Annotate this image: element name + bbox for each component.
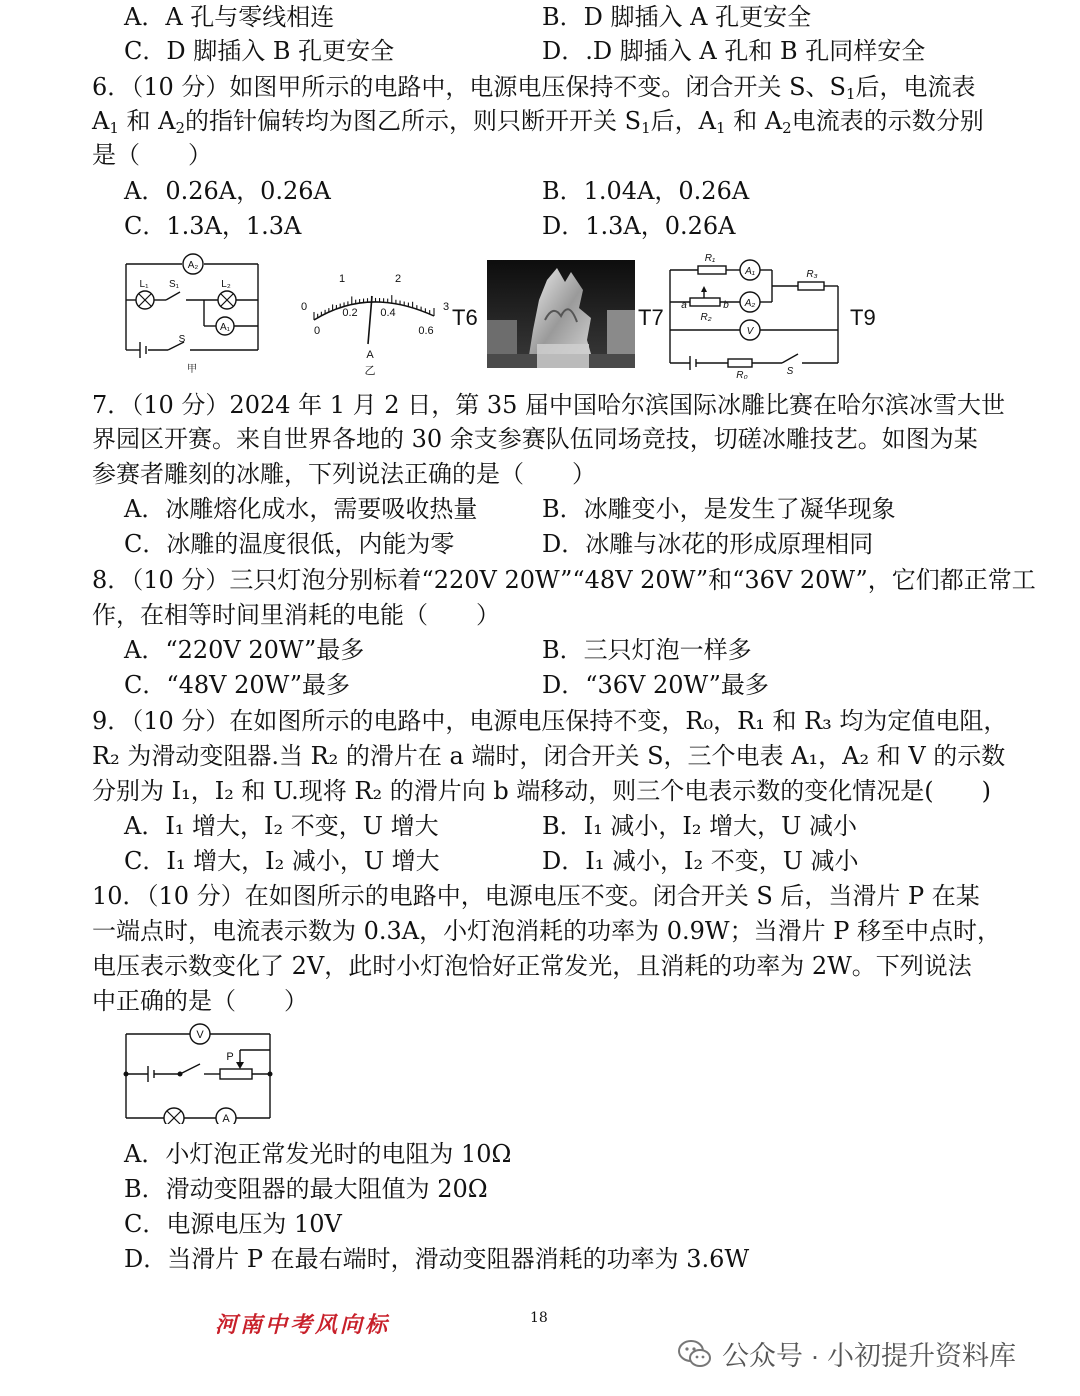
- q10-stem-line3: 电压表示数变化了 2V，此时小灯泡恰好正常发光，且消耗的功率为 2W。下列说法: [92, 952, 972, 980]
- q8-option-c: C．“48V 20W”最多: [124, 671, 351, 699]
- dial-unit-label: A: [366, 349, 374, 361]
- switch-s-t9-label: S: [786, 366, 794, 377]
- q6-stem-line2: $A_1$ 和 $A_2$的指针偏转均为图乙所示，则只断开开关 $S_1$后，$A_1$ 和 $A_2$电流表的示数分别: [92, 107, 984, 137]
- q6-stem-line1: 6．（10 分）如图甲所示的电路中，电源电压保持不变。闭合开关 S、$S_1$后，电流表: [92, 73, 976, 103]
- figure-yi-caption: 乙: [364, 365, 376, 377]
- slider-p-label: P: [226, 1051, 234, 1063]
- figure-jia-caption: 甲: [187, 364, 197, 375]
- q7-stem-line2: 界园区开赛。来自世界各地的 30 余支参赛队伍同场竞技，切磋冰雕技艺。如图为某: [92, 425, 978, 453]
- ammeter-a2-label: A₂: [187, 260, 199, 271]
- dial-label-0.4: 0.4: [380, 307, 396, 319]
- q9-stem-line3: 分别为 I₁，I₂ 和 U.现将 R₂ 的滑片向 b 端移动，则三个电表示数的变化情况是( ): [92, 777, 992, 805]
- q7-option-c: C．冰雕的温度很低，内能为零: [124, 530, 455, 558]
- q10-option-b: B．滑动变阻器的最大阻值为 20Ω: [124, 1175, 488, 1203]
- q5-option-d: D．.D 脚插入 A 孔和 B 孔同样安全: [542, 37, 926, 65]
- page-number: 18: [530, 1310, 548, 1326]
- figure-label-t6: T6: [452, 305, 478, 330]
- resistor-r1-label: R₁: [704, 253, 716, 264]
- q7-option-b: B．冰雕变小，是发生了凝华现象: [542, 495, 896, 523]
- q9-stem-line1: 9．（10 分）在如图所示的电路中，电源电压保持不变，R₀，R₁ 和 R₃ 均为定值电阻，: [92, 707, 1008, 735]
- q10-option-c: C．电源电压为 10V: [124, 1210, 342, 1238]
- q5-option-b: B．D 脚插入 A 孔更安全: [542, 3, 812, 31]
- circuit-diagram-t9: [662, 248, 847, 380]
- meter-a1-label: A₁: [745, 266, 755, 277]
- q8-option-b: B．三只灯泡一样多: [542, 636, 752, 664]
- q10-stem-line1: 10．（10 分）在如图所示的电路中，电源电压不变。闭合开关 S 后，当滑片 P 在某: [92, 882, 980, 910]
- meter-v-label: V: [746, 326, 754, 337]
- q6-option-c: C．1.3A，1.3A: [124, 212, 302, 240]
- switch-s-label: S: [178, 334, 186, 345]
- q6-option-d: D．1.3A，0.26A: [542, 212, 736, 240]
- ammeter-dial-yi: [284, 268, 454, 380]
- meter-a2-label: A₂: [744, 298, 756, 309]
- q6-stem-line3: 是（ ）: [92, 141, 212, 169]
- q9-option-c: C．I₁ 增大，I₂ 减小，U 增大: [124, 847, 440, 875]
- dial-label-3: 3: [442, 301, 450, 313]
- q9-option-a: A．I₁ 增大，I₂ 不变，U 增大: [124, 812, 439, 840]
- q9-option-b: B．I₁ 减小，I₂ 增大，U 减小: [542, 812, 857, 840]
- wechat-watermark: [678, 1334, 1016, 1373]
- dial-label-0-top: 0: [300, 301, 308, 313]
- resistor-r3-label: R₃: [806, 269, 818, 280]
- circuit-diagram-jia: [118, 250, 268, 378]
- q7-stem-line3: 参赛者雕刻的冰雕，下列说法正确的是（ ）: [92, 460, 596, 488]
- q10-stem-line4: 中正确的是（ ）: [92, 987, 308, 1015]
- dial-label-2: 2: [394, 273, 402, 285]
- q5-option-a: A．A 孔与零线相连: [124, 3, 335, 31]
- dial-label-1: 1: [338, 273, 346, 285]
- resistor-r0-label: R₀: [736, 370, 748, 380]
- dial-label-0.6: 0.6: [418, 325, 434, 337]
- q8-option-a: A．“220V 20W”最多: [124, 636, 365, 664]
- q10-option-a: A．小灯泡正常发光时的电阻为 10Ω: [124, 1140, 512, 1168]
- lamp-l1-label: L₁: [139, 279, 149, 290]
- q8-stem-line2: 作，在相等时间里消耗的电能（ ）: [92, 601, 500, 629]
- q7-option-d: D．冰雕与冰花的形成原理相同: [542, 530, 874, 558]
- rheostat-a-end-label: a: [681, 300, 687, 311]
- ammeter-a1-label: A₁: [219, 322, 231, 333]
- wechat-icon: [678, 1339, 712, 1369]
- q10-option-d: D．当滑片 P 在最右端时，滑动变阻器消耗的功率为 3.6W: [124, 1245, 750, 1273]
- q8-stem-line1: 8．（10 分）三只灯泡分别标着“220V 20W”“48V 20W”和“36V 20W”，它们都正常工: [92, 566, 1036, 594]
- dial-label-0.2: 0.2: [342, 307, 358, 319]
- q9-option-d: D．I₁ 减小，I₂ 不变，U 减小: [542, 847, 859, 875]
- q10-stem-line2: 一端点时，电流表示数为 0.3A，小灯泡消耗的功率为 0.9W；当滑片 P 移至中点时，: [92, 917, 1001, 945]
- q5-option-c: C．D 脚插入 B 孔更安全: [124, 37, 395, 65]
- ammeter-label: A: [222, 1113, 230, 1124]
- figure-label-t7: T7: [638, 305, 664, 330]
- watermark-text: 公众号 · 小初提升资料库: [722, 1341, 1016, 1371]
- q7-option-a: A．冰雕熔化成水，需要吸收热量: [124, 495, 478, 523]
- voltmeter-label: V: [196, 1029, 204, 1041]
- q7-stem-line1: 7．（10 分）2024 年 1 月 2 日，第 35 届中国哈尔滨国际冰雕比赛在哈尔滨冰雪大世: [92, 391, 1005, 419]
- switch-s1-label: S₁: [168, 279, 180, 290]
- brand-footer-text: 河南中考风向标: [215, 1312, 391, 1338]
- q6-option-b: B．1.04A，0.26A: [542, 177, 750, 205]
- circuit-diagram-q10: [118, 1020, 278, 1124]
- dial-label-0-bottom: 0: [313, 325, 321, 337]
- ice-sculpture-photo: [487, 260, 635, 368]
- rheostat-r2-label: R₂: [700, 312, 712, 323]
- q8-option-d: D．“36V 20W”最多: [542, 671, 769, 699]
- lamp-l2-label: L₂: [221, 279, 231, 290]
- rheostat-b-end-label: b: [723, 300, 729, 311]
- q6-option-a: A．0.26A，0.26A: [124, 177, 331, 205]
- q9-stem-line2: R₂ 为滑动变阻器.当 R₂ 的滑片在 a 端时，闭合开关 S，三个电表 A₁，A₂ 和 V 的示数: [92, 742, 1006, 770]
- figure-label-t9: T9: [850, 305, 876, 330]
